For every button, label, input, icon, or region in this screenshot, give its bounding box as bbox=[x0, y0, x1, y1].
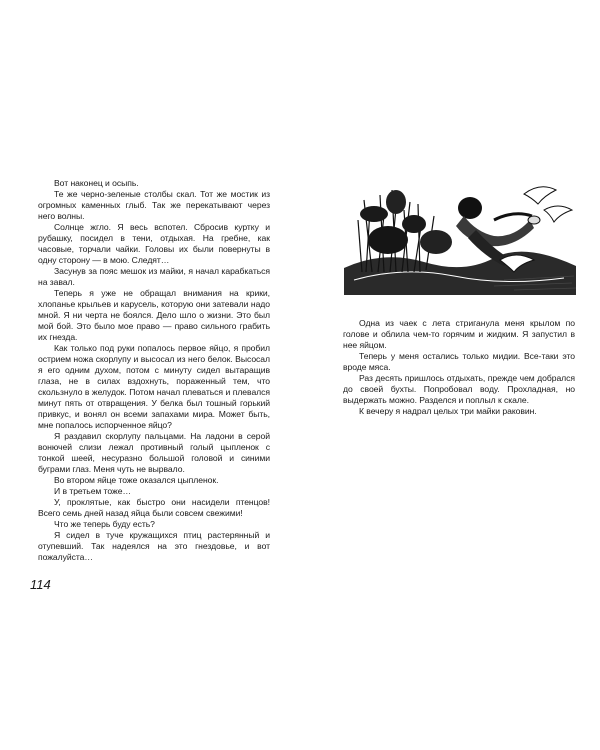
paragraph: И в третьем тоже… bbox=[54, 486, 132, 496]
paragraph: Я раздавил скорлупу пальцами. На ладони в серой вонючей слизи лежал противный голый цыпленок с тонкой шеей, несуразно большой головой и синими буграми глаз. Меня чуть не вырвало. bbox=[38, 431, 270, 474]
paragraph: Засунув за пояс мешок из майки, я начал карабкаться на завал. bbox=[38, 266, 270, 287]
page-number: 114 bbox=[30, 577, 51, 592]
right-column bbox=[343, 318, 575, 417]
paragraph: К вечеру я надрал целых три майки раковин. bbox=[359, 406, 537, 416]
paragraph: Вот наконец и осыпь. bbox=[54, 178, 139, 188]
paragraph: Раз десять пришлось отдыхать, прежде чем добрался до своей бухты. Попробовал воду. Прохладная, но выдержать можно. Разделся и поплыл к скале. bbox=[343, 373, 575, 405]
paragraph: Я сидел в туче кружащихся птиц растерянный и отупевший. Так надеялся на это гнездовье, и вот пожалуйста… bbox=[38, 530, 270, 562]
paragraph: Как только под руки попалось первое яйцо, я пробил острием ножа скорлупу и высосал из него белок. Высосал я его одним духом, потом с минуту сидел вытаращив глаза, не в силах вздохнуть, пораженный тем, что скользнуло в желудок. Потом начал плеваться и плевался минут пять от отвращения. У белка был тошный горький привкус, и вонял он всеми запахами мира. Может быть, мне попалось испорченное яйцо? bbox=[38, 343, 270, 430]
paragraph: Теперь у меня остались только мидии. Все-таки это вроде мяса. bbox=[343, 351, 575, 372]
ink-illustration-icon bbox=[344, 180, 576, 295]
paragraph: Солнце жгло. Я весь вспотел. Сбросив куртку и рубашку, посидел в тени, отдыхая. На гребне, как часовые, торчали чайки. Головы их были повернуты в одну сторону — в мою. Следят… bbox=[38, 222, 270, 265]
paragraph: Одна из чаек с лета стриганула меня крылом по голове и облила чем-то горячим и жидким. Я запустил в нее яйцом. bbox=[343, 318, 575, 350]
paragraph: Что же теперь буду есть? bbox=[54, 519, 155, 529]
paragraph: Теперь я уже не обращал внимания на крики, хлопанье крыльев и карусель, которую они затевали надо мной. Я ни черта не боялся. Дело шло о жизни. Это был мой бой. Это было мое право — право сильного грабить их гнезда. bbox=[38, 288, 270, 342]
paragraph: Те же черно-зеленые столбы скал. Тот же мостик из огромных каменных глыб. Так же перекатывают через него волны. bbox=[38, 189, 270, 221]
paragraph: Во втором яйце тоже оказался цыпленок. bbox=[54, 475, 219, 485]
paragraph: У, проклятые, как быстро они насидели птенцов! Всего семь дней назад яйца были совсем свежими! bbox=[38, 497, 270, 518]
left-column bbox=[38, 178, 270, 563]
